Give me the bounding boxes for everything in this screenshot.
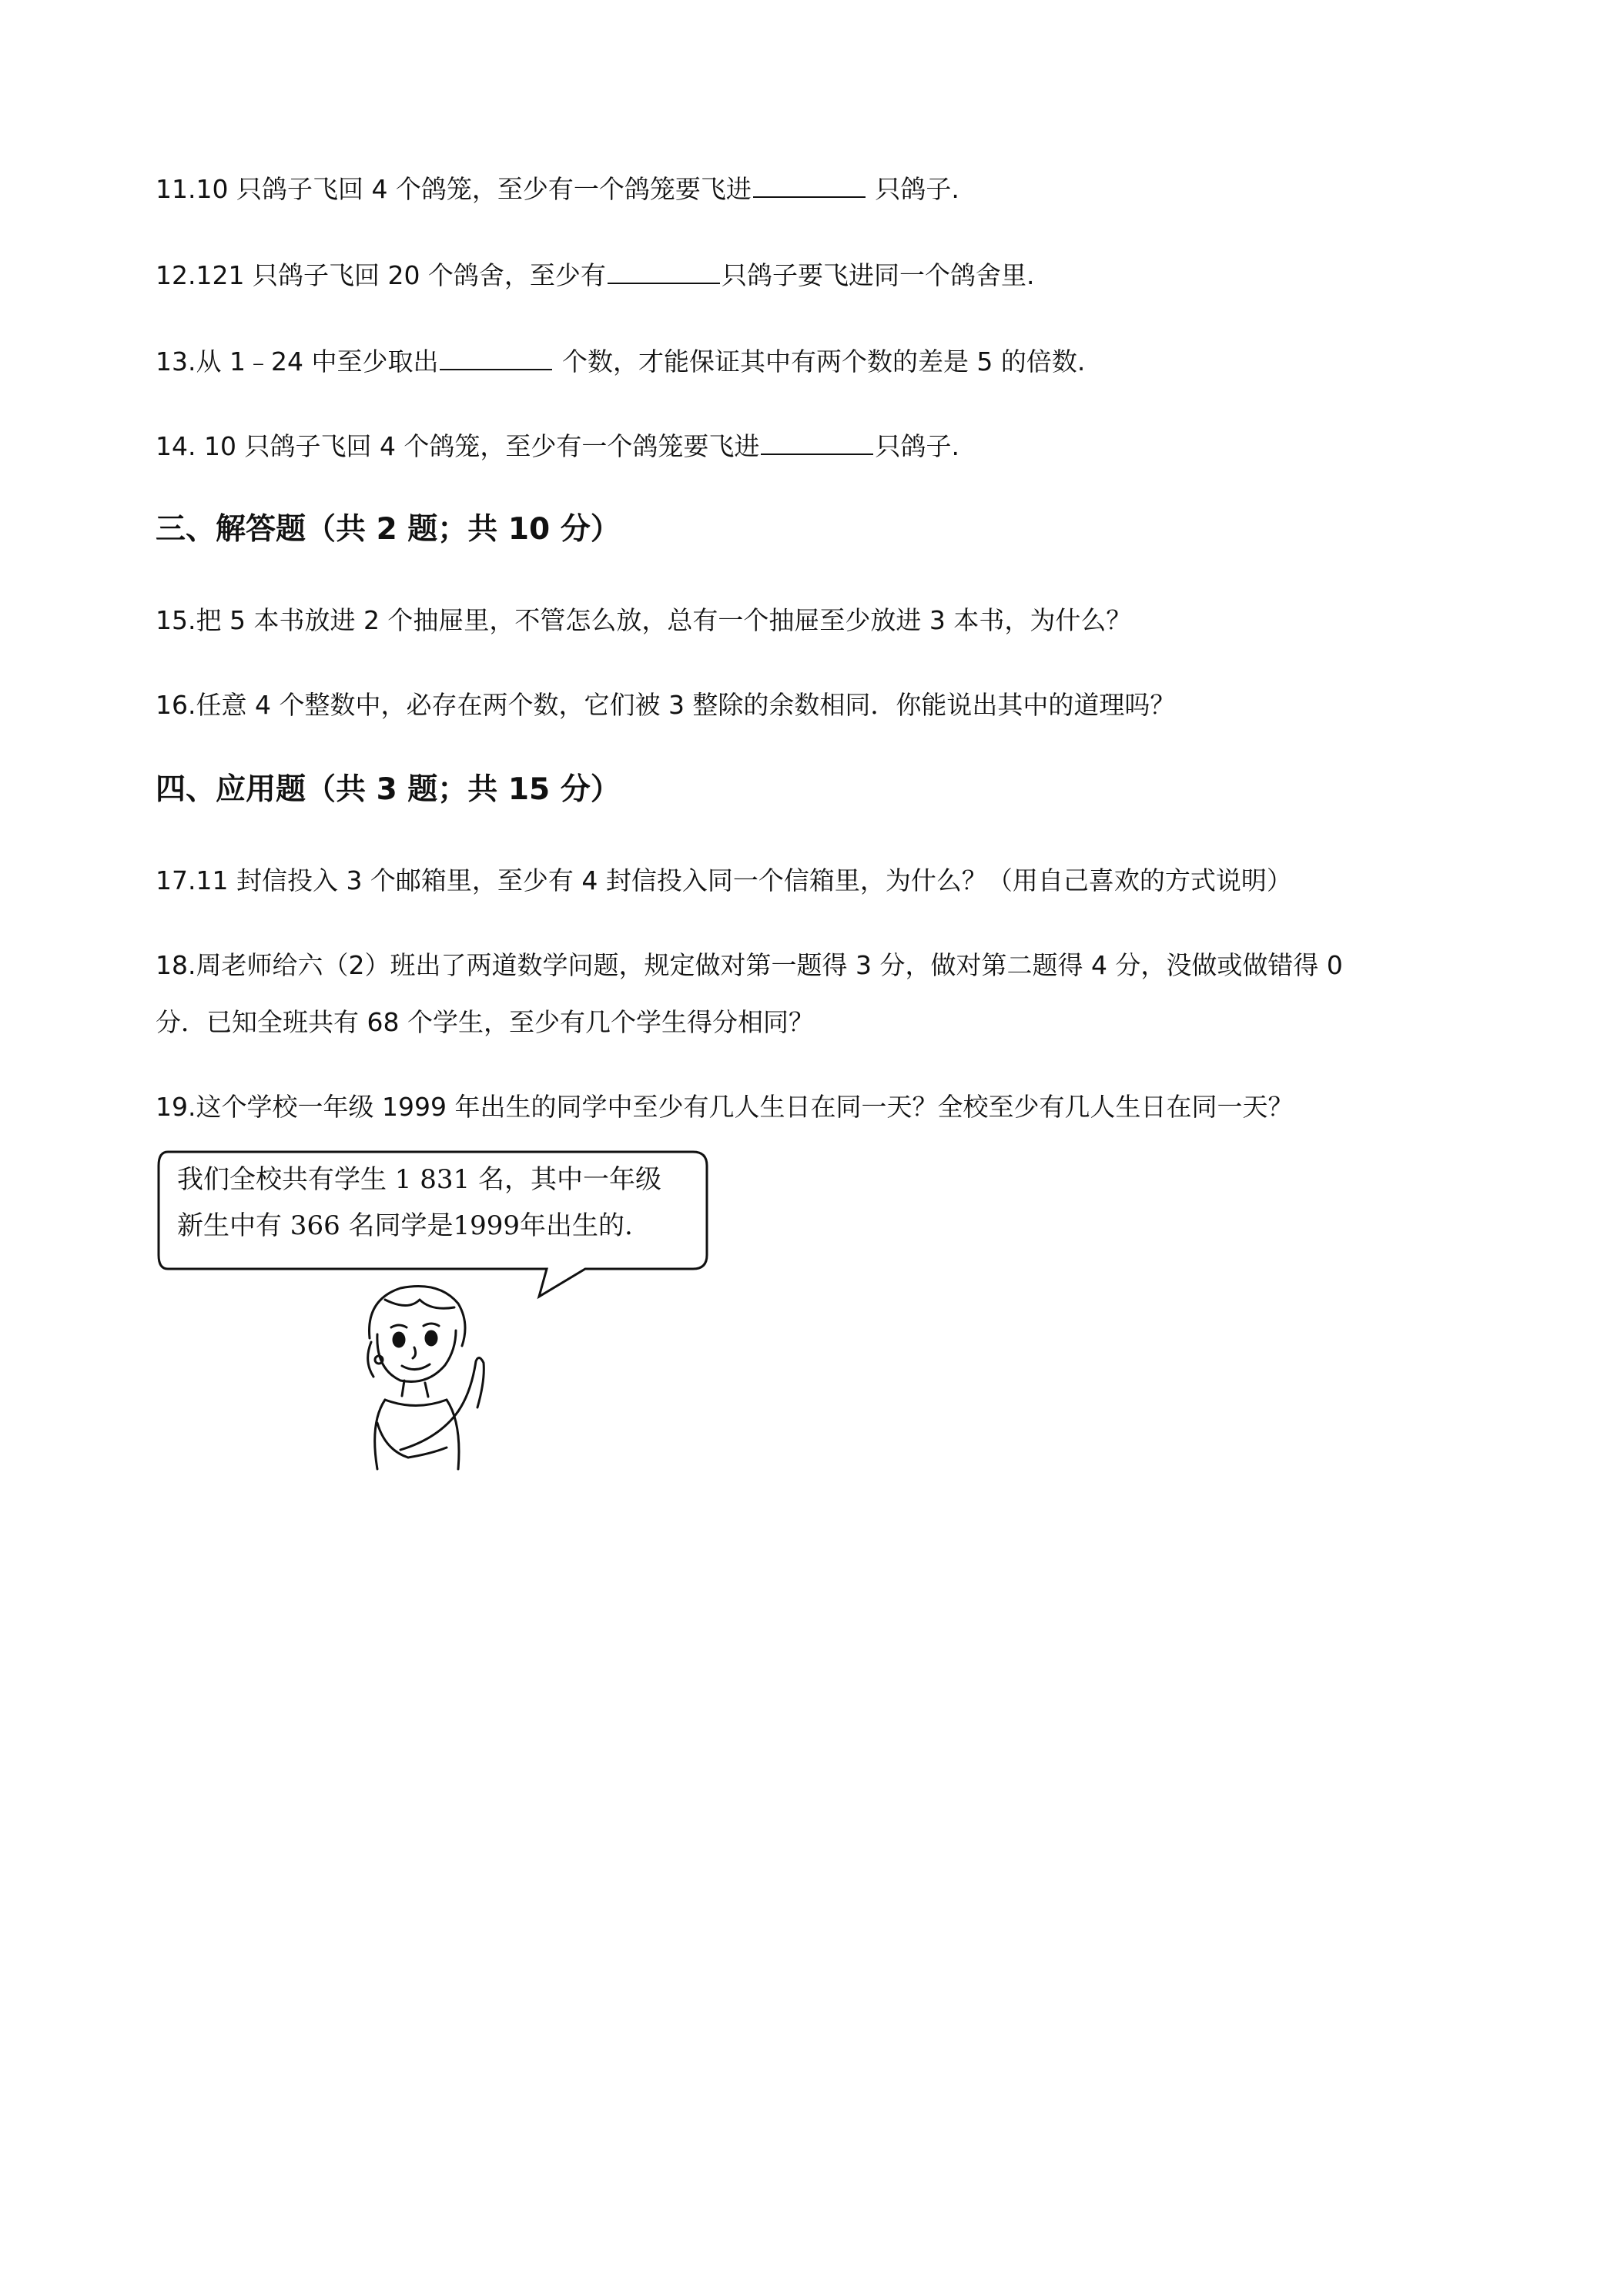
illustration [154,1146,739,1477]
answer-blank[interactable] [761,430,873,455]
question-11-suffix: 只鸽子. [866,174,959,204]
answer-blank[interactable] [440,346,552,370]
speech-bubble-line-1: 我们全校共有学生 1 831 名，其中一年级 [177,1164,661,1195]
section-4-heading: 四、应用题（共 3 题；共 15 分） [156,772,621,807]
question-15: 15.把 5 本书放进 2 个抽屉里，不管怎么放，总有一个抽屉至少放进 3 本书，为什么？ [156,605,1132,635]
question-12 [156,259,1034,293]
question-14-suffix: 只鸽子. [875,431,959,461]
question-13-text: 13.从 1﹣24 中至少取出 [156,346,439,377]
question-14 [156,430,959,464]
answer-blank[interactable] [608,259,720,284]
question-19: 19.这个学校一年级 1999 年出生的同学中至少有几人生日在同一天？全校至少有几人生日在同一天？ [156,1092,1294,1122]
speech-bubble-line-2: 新生中有 366 名同学是1999年出生的. [177,1210,633,1241]
question-17: 17.11 封信投入 3 个邮箱里，至少有 4 封信投入同一个信箱里，为什么？（用自己喜欢的方式说明） [156,865,1292,895]
question-14-text: 14. 10 只鸽子飞回 4 个鸽笼，至少有一个鸽笼要飞进 [156,431,760,461]
question-12-text: 12.121 只鸽子飞回 20 个鸽舍，至少有 [156,260,606,290]
question-18-line-2: 分．已知全班共有 68 个学生，至少有几个学生得分相同？ [156,1007,814,1037]
question-12-suffix: 只鸽子要飞进同一个鸽舍里. [721,260,1035,290]
question-13 [156,345,1085,379]
section-3-heading: 三、解答题（共 2 题；共 10 分） [156,512,621,547]
answer-blank[interactable] [753,173,866,198]
question-11 [156,172,959,206]
question-13-suffix: 个数，才能保证其中有两个数的差是 5 的倍数. [554,346,1086,377]
question-16: 16.任意 4 个整数中，必存在两个数，它们被 3 整除的余数相同．你能说出其中的道理吗？ [156,690,1176,720]
question-11-text: 11.10 只鸽子飞回 4 个鸽笼，至少有一个鸽笼要飞进 [156,174,752,204]
question-18-line-1: 18.周老师给六（2）班出了两道数学问题，规定做对第一题得 3 分，做对第二题得 4 分，没做或做错得 0 [156,950,1343,980]
girl-figure [368,1287,484,1470]
